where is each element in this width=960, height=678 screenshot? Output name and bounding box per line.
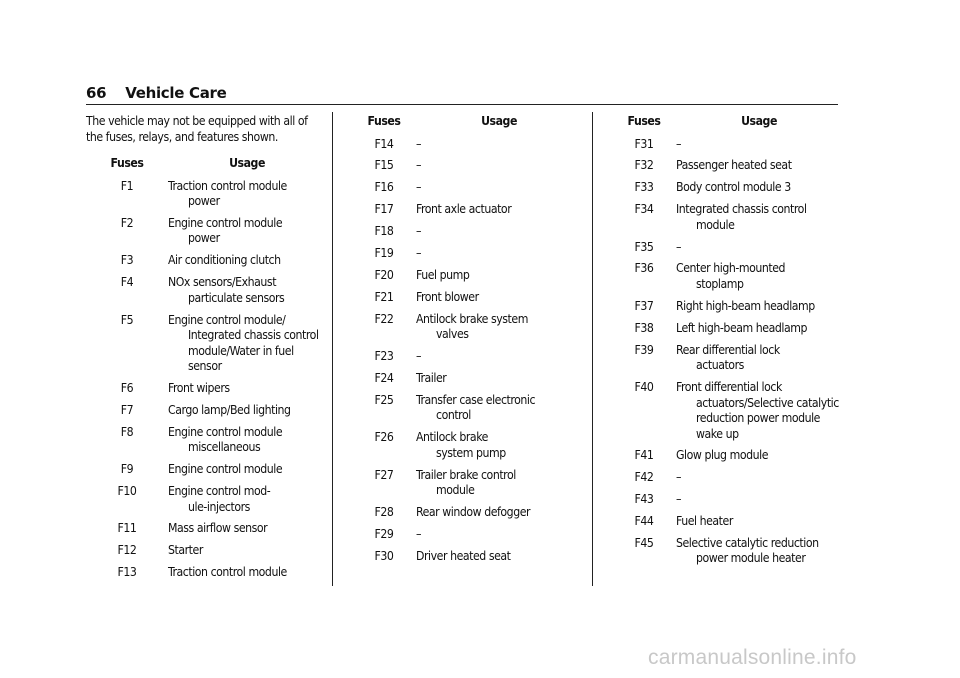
usage-line: Integrated chassis control [188, 328, 319, 343]
usage-line: Mass airflow sensor [168, 521, 268, 536]
fuse-id: F8 [120, 424, 134, 439]
fuse-usage [416, 393, 582, 424]
usage-line: power module heater [696, 551, 806, 566]
usage-line: Engine control module [168, 424, 283, 439]
fuse-id: F26 [374, 430, 394, 445]
fuse-usage [168, 403, 326, 419]
fuse-usage [676, 536, 842, 567]
usage-line: – [416, 224, 422, 239]
table-row [86, 521, 326, 537]
table-row [612, 536, 842, 567]
fuse-usage [416, 268, 582, 284]
usage-line: Front axle actuator [416, 202, 512, 217]
fuse-id: F9 [120, 462, 134, 477]
fuse-id: F30 [374, 548, 394, 563]
usage-line: miscellaneous [188, 440, 261, 455]
fuse-id: F40 [634, 380, 654, 395]
fuse-usage [676, 321, 842, 337]
fuse-id: F16 [374, 180, 394, 195]
fuse-id: F38 [634, 320, 654, 335]
fuse-usage [416, 224, 582, 240]
usage-line: Right high-beam headlamp [676, 298, 815, 313]
usage-line: ule-injectors [188, 499, 250, 514]
fuse-usage [168, 543, 326, 559]
fuse-usage [168, 313, 326, 375]
fuse-id: F18 [374, 224, 394, 239]
fuse-id: F34 [634, 202, 654, 217]
fuse-id: F19 [374, 245, 394, 260]
fuse-usage [416, 158, 582, 174]
usage-line: Selective catalytic reduction [676, 535, 819, 550]
table-row [352, 349, 582, 365]
table-row [612, 470, 842, 486]
fuse-id: F31 [634, 136, 654, 151]
table-row [86, 275, 326, 306]
table-row [86, 313, 326, 375]
table-row [612, 343, 842, 374]
fuse-id: F13 [117, 565, 137, 580]
usage-line: module [436, 483, 475, 498]
table-row [352, 180, 582, 196]
table-row [612, 202, 842, 233]
usage-line: – [416, 180, 422, 195]
fuse-usage [416, 505, 582, 521]
table-row [612, 492, 842, 508]
table-row [612, 137, 842, 153]
usage-line: power [188, 194, 220, 208]
page-header [86, 84, 227, 102]
fuse-id: F15 [374, 158, 394, 173]
usage-line: Glow plug module [676, 448, 769, 463]
usage-line: NOx sensors/Exhaust [168, 275, 277, 290]
fuse-usage [676, 492, 842, 508]
fuse-usage [168, 179, 326, 210]
usage-line: actuators [696, 358, 744, 373]
usage-line: Traction control module [168, 178, 287, 193]
table-row [612, 514, 842, 530]
table-row [612, 321, 842, 337]
fuse-id: F23 [374, 349, 394, 364]
usage-line: – [676, 492, 682, 507]
table-row [86, 253, 326, 269]
table-row [352, 158, 582, 174]
fuse-id: F11 [117, 521, 137, 536]
table-row [612, 299, 842, 315]
fuse-usage [416, 430, 582, 461]
fuses-header: Fuses [627, 114, 661, 128]
usage-line: Integrated chassis control [676, 202, 807, 217]
fuse-usage [416, 371, 582, 387]
fuse-usage [676, 514, 842, 530]
fuse-usage [168, 565, 326, 581]
table-row [612, 180, 842, 196]
usage-line: – [676, 239, 682, 254]
table-row [86, 425, 326, 456]
usage-line: Passenger heated seat [676, 158, 792, 173]
usage-line: Center high-mounted [676, 261, 786, 276]
fuse-usage [676, 158, 842, 174]
fuse-usage [416, 290, 582, 306]
table-row [352, 224, 582, 240]
usage-line: reduction power module [696, 411, 820, 426]
fuse-id: F29 [374, 526, 394, 541]
table-row [86, 462, 326, 478]
fuse-usage [416, 349, 582, 365]
table-row [612, 240, 842, 256]
section-title: Vehicle Care [125, 84, 227, 102]
fuse-usage [416, 246, 582, 262]
usage-line: Antilock brake system [416, 311, 528, 326]
header-rule [86, 104, 838, 105]
fuse-usage [416, 312, 582, 343]
table-header [86, 156, 326, 172]
table-row [352, 430, 582, 461]
table-row [352, 468, 582, 499]
page-number: 66 [86, 84, 107, 102]
fuse-id: F33 [634, 180, 654, 195]
fuse-usage [416, 137, 582, 153]
column-divider [332, 112, 333, 586]
fuse-id: F35 [634, 239, 654, 254]
table-row [86, 403, 326, 419]
fuse-column-2 [352, 114, 582, 571]
usage-line: – [416, 136, 422, 151]
usage-line: Trailer [416, 370, 447, 385]
fuse-usage [168, 521, 326, 537]
table-row [352, 137, 582, 153]
fuse-usage [416, 549, 582, 565]
usage-line: Engine control module [168, 215, 283, 230]
usage-line: Antilock brake [416, 430, 488, 445]
usage-line: Left high-beam headlamp [676, 320, 807, 335]
fuse-id: F6 [120, 380, 134, 395]
usage-header: Usage [229, 156, 265, 170]
table-row [352, 268, 582, 284]
fuse-usage [416, 180, 582, 196]
fuse-id: F32 [634, 158, 654, 173]
usage-line: – [416, 158, 422, 173]
fuse-id: F39 [634, 342, 654, 357]
usage-line: Transfer case electronic [416, 392, 536, 407]
usage-line: Engine control mod- [168, 484, 271, 499]
fuse-id: F22 [374, 311, 394, 326]
table-row [86, 381, 326, 397]
table-row [352, 505, 582, 521]
table-header [612, 114, 842, 130]
fuse-id: F28 [374, 504, 394, 519]
table-row [352, 393, 582, 424]
usage-line: valves [436, 327, 469, 342]
usage-line: – [416, 526, 422, 541]
fuse-id: F2 [120, 215, 134, 230]
fuse-id: F17 [374, 202, 394, 217]
table-row [86, 216, 326, 247]
usage-line: Fuel pump [416, 267, 470, 282]
fuse-usage [676, 343, 842, 374]
fuse-id: F14 [374, 136, 394, 151]
table-row [612, 448, 842, 464]
fuse-usage [676, 448, 842, 464]
usage-line: Air conditioning clutch [168, 253, 281, 268]
usage-line: Fuel heater [676, 514, 733, 529]
fuse-id: F1 [120, 178, 134, 193]
usage-line: – [676, 470, 682, 485]
fuses-header: Fuses [110, 156, 144, 170]
fuse-id: F44 [634, 514, 654, 529]
fuse-usage [676, 261, 842, 292]
fuse-usage [168, 462, 326, 478]
fuse-id: F4 [120, 275, 134, 290]
usage-line: Front wipers [168, 380, 230, 395]
fuse-id: F41 [634, 448, 654, 463]
usage-line: – [416, 245, 422, 260]
fuse-usage [168, 216, 326, 247]
usage-line: Engine control module [168, 462, 283, 477]
usage-line: – [416, 349, 422, 364]
fuse-column-1 [86, 114, 326, 587]
fuse-usage [168, 275, 326, 306]
fuse-usage [676, 137, 842, 153]
fuse-id: F5 [120, 312, 134, 327]
usage-line: Traction control module [168, 565, 287, 580]
table-row [352, 246, 582, 262]
usage-line: actuators/Selective catalytic [696, 395, 839, 410]
fuse-id: F45 [634, 535, 654, 550]
usage-line: module [696, 217, 735, 232]
usage-line: power [188, 231, 220, 246]
usage-header: Usage [481, 114, 517, 128]
watermark: carmanualsonline.info [648, 646, 857, 669]
fuses-header: Fuses [367, 114, 401, 128]
table-row [352, 527, 582, 543]
table-row [86, 543, 326, 559]
fuse-usage [168, 484, 326, 515]
fuse-id: F7 [120, 402, 134, 417]
table-row [86, 484, 326, 515]
usage-header: Usage [741, 114, 777, 128]
fuse-id: F36 [634, 261, 654, 276]
column-divider [592, 112, 593, 586]
usage-line: control [436, 408, 471, 423]
fuse-id: F20 [374, 267, 394, 282]
table-row [612, 380, 842, 442]
fuse-id: F27 [374, 467, 394, 482]
fuse-usage [676, 180, 842, 196]
usage-line: Front blower [416, 289, 479, 304]
table-row [352, 371, 582, 387]
table-header [352, 114, 582, 130]
fuse-usage [168, 381, 326, 397]
fuse-usage [168, 425, 326, 456]
fuse-usage [676, 470, 842, 486]
table-row [86, 179, 326, 210]
fuse-id: F3 [120, 253, 134, 268]
fuse-column-3 [612, 114, 842, 573]
usage-line: system pump [436, 445, 506, 460]
fuse-id: F12 [117, 543, 137, 558]
fuse-id: F21 [374, 289, 394, 304]
fuse-usage [676, 202, 842, 233]
usage-line: Cargo lamp/Bed lighting [168, 402, 291, 417]
table-row [612, 158, 842, 174]
usage-line: – [676, 136, 682, 151]
table-row [612, 261, 842, 292]
usage-line: Trailer brake control [416, 467, 516, 482]
fuse-usage [676, 380, 842, 442]
usage-line: Starter [168, 543, 203, 558]
usage-line: particulate sensors [188, 290, 285, 305]
fuse-id: F37 [634, 298, 654, 313]
usage-line: Body control module 3 [676, 180, 791, 195]
usage-line: stoplamp [696, 276, 744, 291]
usage-line: wake up [696, 426, 739, 441]
fuse-usage [676, 299, 842, 315]
table-row [352, 549, 582, 565]
fuse-id: F25 [374, 392, 394, 407]
table-row [352, 312, 582, 343]
fuse-usage [676, 240, 842, 256]
table-row [352, 202, 582, 218]
fuse-id: F10 [117, 484, 137, 499]
fuse-id: F24 [374, 370, 394, 385]
usage-line: Driver heated seat [416, 548, 511, 563]
usage-line: Rear differential lock [676, 342, 780, 357]
intro-note: The vehicle may not be equipped with all of the fuses, relays, and features shown. [86, 114, 308, 144]
usage-line: sensor [188, 359, 222, 374]
usage-line: Rear window defogger [416, 504, 531, 519]
fuse-usage [416, 468, 582, 499]
fuse-id: F42 [634, 470, 654, 485]
usage-line: Front differential lock [676, 380, 782, 395]
usage-line: Engine control module/ [168, 312, 286, 327]
table-row [86, 565, 326, 581]
fuse-id: F43 [634, 492, 654, 507]
usage-line: module/Water in fuel [188, 343, 294, 358]
fuse-usage [416, 527, 582, 543]
fuse-usage [416, 202, 582, 218]
table-row [352, 290, 582, 306]
fuse-usage [168, 253, 326, 269]
